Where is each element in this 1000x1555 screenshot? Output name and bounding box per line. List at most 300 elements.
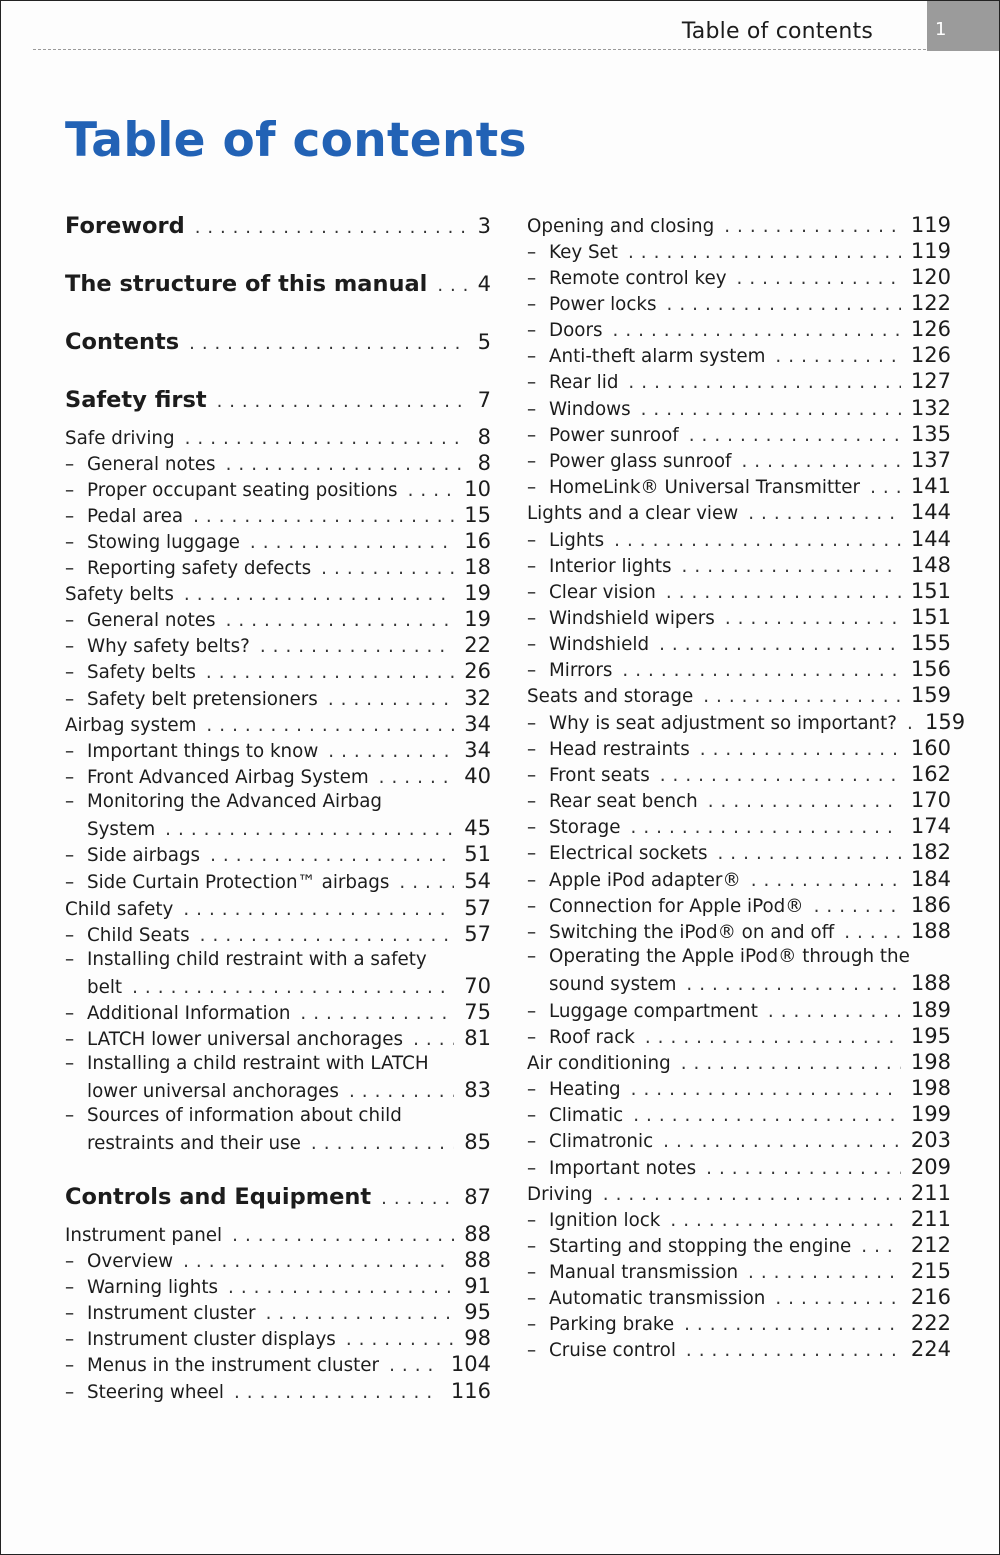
toc-page-number: 224 [910, 1337, 951, 1361]
toc-subsection-entry[interactable] [65, 763, 491, 791]
toc-page-number: 212 [910, 1233, 951, 1257]
toc-dot-leader [681, 1051, 901, 1077]
toc-entry-title: Ignition lock [549, 1210, 661, 1231]
toc-page-number: 116 [450, 1379, 491, 1403]
toc-page-number: 32 [464, 686, 491, 710]
toc-dot-leader [768, 999, 901, 1025]
toc-dash: – [65, 1053, 75, 1074]
toc-page-number: 215 [910, 1259, 951, 1283]
toc-subsection-entry[interactable] [527, 735, 951, 763]
toc-page-number: 104 [450, 1352, 491, 1376]
toc-subsection-entry[interactable] [527, 1310, 951, 1338]
toc-subsection-entry[interactable] [527, 1336, 951, 1364]
toc-subsection-entry[interactable] [65, 868, 491, 896]
toc-subsection-entry[interactable] [65, 606, 491, 634]
toc-subsection-entry[interactable] [65, 1299, 491, 1327]
toc-page-number: 122 [910, 291, 951, 315]
toc-page-number: 151 [910, 605, 951, 629]
toc-subsection-entry[interactable] [65, 737, 491, 765]
toc-dash: – [65, 532, 75, 553]
toc-dot-leader [389, 1353, 441, 1379]
toc-page-number: 127 [910, 369, 951, 393]
toc-dot-leader [741, 449, 900, 475]
toc-page-number: 135 [910, 422, 951, 446]
toc-dash: – [527, 294, 537, 315]
toc-dash: – [527, 713, 537, 734]
toc-entry-title: Operating the Apple iPod® through the – [549, 944, 951, 970]
toc-page-number: 151 [910, 579, 951, 603]
toc-entry-title: Windows [549, 399, 631, 420]
toc-subsection-entry[interactable] [65, 921, 491, 949]
toc-dash: – [527, 1158, 537, 1179]
toc-subsection-entry[interactable] [527, 1206, 951, 1234]
toc-page-number: 57 [464, 922, 491, 946]
toc-page-number: 87 [464, 1185, 491, 1209]
toc-entry-title: Opening and closing [527, 216, 715, 237]
toc-dash: – [65, 610, 75, 631]
toc-entry-title: Side airbags [87, 845, 201, 866]
toc-page-number: 7 [477, 388, 491, 412]
toc-dot-leader [349, 1079, 454, 1105]
toc-section-entry[interactable] [527, 1180, 951, 1208]
toc-dash: – [65, 636, 75, 657]
toc-entry-title: Child safety [65, 899, 174, 920]
toc-entry-title: Air conditioning [527, 1053, 671, 1074]
toc-subsection-entry[interactable] [527, 997, 951, 1025]
toc-dash: – [527, 634, 537, 655]
toc-subsection-entry[interactable] [65, 632, 491, 660]
toc-dash: – [527, 1288, 537, 1309]
toc-page-number: 162 [910, 762, 951, 786]
toc-subsection-entry[interactable] [527, 264, 951, 292]
toc-dot-leader [381, 1186, 454, 1212]
toc-page-number: 199 [910, 1102, 951, 1126]
toc-entry-title: Reporting safety defects [87, 558, 312, 579]
toc-page-number: 203 [910, 1128, 951, 1152]
toc-page-number: 91 [464, 1274, 491, 1298]
toc-page-number: 182 [910, 840, 951, 864]
toc-entry-title-continued: restraints and their use [87, 1133, 301, 1154]
toc-entry-title: General notes [87, 454, 216, 475]
toc-chapter-entry[interactable] [65, 213, 491, 241]
toc-dot-leader [206, 660, 454, 686]
toc-dash: – [527, 242, 537, 263]
toc-subsection-entry[interactable] [527, 368, 951, 396]
toc-dot-leader [748, 1260, 901, 1286]
toc-entry-title-continued: System [87, 819, 156, 840]
toc-subsection-entry[interactable] [527, 839, 951, 867]
toc-subsection-entry[interactable] [527, 1154, 951, 1182]
toc-section-entry[interactable] [527, 212, 951, 240]
toc-subsection-entry[interactable] [65, 1247, 491, 1275]
toc-dot-leader [193, 504, 454, 530]
toc-entry-title: Menus in the instrument cluster [87, 1355, 380, 1376]
toc-subsection-entry[interactable] [65, 841, 491, 869]
toc-dash: – [65, 1251, 75, 1272]
toc-dash: – [527, 399, 537, 420]
toc-page-number: 34 [464, 738, 491, 762]
toc-subsection-entry[interactable] [65, 554, 491, 582]
toc-subsection-entry[interactable] [527, 604, 951, 632]
toc-dash: – [527, 425, 537, 446]
toc-chapter-entry[interactable] [65, 1184, 491, 1212]
toc-dash: – [527, 268, 537, 289]
toc-subsection-entry[interactable] [65, 1273, 491, 1301]
toc-subsection-entry[interactable] [65, 528, 491, 556]
toc-page-number: 188 [910, 971, 951, 995]
toc-entry-title: Starting and stopping the engine [549, 1236, 852, 1257]
toc-page-number: 15 [464, 503, 491, 527]
page-title: Table of contents [65, 113, 527, 168]
toc-page-number: 19 [464, 607, 491, 631]
toc-page-number: 95 [464, 1300, 491, 1324]
toc-entry-title: Luggage compartment [549, 1001, 758, 1022]
toc-page-number: 54 [464, 869, 491, 893]
toc-page-number: 10 [464, 477, 491, 501]
toc-dash: – [527, 582, 537, 603]
toc-dot-leader [748, 501, 901, 527]
toc-entry-title: Controls and Equipment [65, 1184, 372, 1210]
toc-dash: – [65, 662, 75, 683]
toc-dot-leader [413, 1027, 454, 1053]
toc-subsection-entry[interactable] [65, 1351, 491, 1379]
toc-entry-title: Power locks [549, 294, 657, 315]
toc-dash: – [527, 1001, 537, 1022]
toc-entry-title: Why safety belts? [87, 636, 250, 657]
toc-dash: – [527, 791, 537, 812]
toc-entry-title: Warning lights [87, 1277, 219, 1298]
toc-page-number: 184 [910, 867, 951, 891]
toc-subsection-entry[interactable] [65, 658, 491, 686]
toc-entry-title: Instrument cluster displays [87, 1329, 336, 1350]
toc-section-entry[interactable] [65, 580, 491, 608]
toc-dash: – [65, 558, 75, 579]
toc-subsection-entry[interactable] [65, 999, 491, 1027]
toc-page-number: 8 [477, 451, 491, 475]
toc-subsection-entry[interactable] [527, 1023, 951, 1051]
toc-dot-leader [682, 554, 901, 580]
toc-dot-leader [666, 580, 901, 606]
toc-dot-leader [684, 1312, 901, 1338]
toc-page-number: 188 [910, 919, 951, 943]
toc-page-number: 75 [464, 1000, 491, 1024]
toc-entry-title: Monitoring the Advanced Airbag – [87, 789, 491, 815]
toc-entry-title: Heating [549, 1079, 621, 1100]
toc-dash: – [65, 1355, 75, 1376]
toc-dot-leader [614, 528, 901, 554]
toc-subsection-entry[interactable] [65, 1325, 491, 1353]
toc-page-number: 174 [910, 814, 951, 838]
toc-dash: – [65, 767, 75, 788]
toc-dot-leader [132, 975, 454, 1001]
toc-subsection-entry[interactable] [527, 1127, 951, 1155]
toc-entry-title: Front Advanced Airbag System [87, 767, 369, 788]
toc-entry-title: The structure of this manual [65, 271, 428, 297]
toc-page-number: 70 [464, 974, 491, 998]
toc-subsection-entry[interactable] [527, 970, 951, 998]
toc-dot-leader [613, 318, 901, 344]
toc-dot-leader [328, 687, 454, 713]
toc-subsection-entry[interactable] [65, 815, 491, 843]
toc-dash: – [527, 372, 537, 393]
toc-subsection-entry[interactable] [527, 1284, 951, 1312]
toc-page-number: 88 [464, 1222, 491, 1246]
toc-section-entry[interactable] [65, 711, 491, 739]
toc-dot-leader [870, 475, 901, 501]
toc-subsection-entry[interactable] [65, 1025, 491, 1053]
toc-dot-leader [346, 1327, 454, 1353]
toc-subsection-entry[interactable] [527, 552, 951, 580]
toc-subsection-entry[interactable] [527, 630, 951, 658]
toc-entry-title: Why is seat adjustment so important? [549, 713, 897, 734]
toc-page-number: 85 [464, 1130, 491, 1154]
toc-entry-title: Safety first [65, 387, 207, 413]
toc-page-number: 126 [910, 343, 951, 367]
toc-subsection-entry[interactable] [527, 787, 951, 815]
toc-dot-leader [751, 868, 901, 894]
toc-dash: – [65, 1382, 75, 1403]
toc-dot-leader [250, 530, 454, 556]
toc-entry-title: Side Curtain Protection™ airbags [87, 872, 390, 893]
toc-entry-title: Head restraints [549, 739, 690, 760]
toc-subsection-entry[interactable] [527, 238, 951, 266]
toc-page-number: 159 [925, 710, 966, 734]
toc-page-number: 119 [910, 239, 951, 263]
toc-dot-leader [260, 634, 454, 660]
toc-dot-leader [645, 1025, 901, 1051]
toc-page-number: 141 [910, 474, 951, 498]
toc-dot-leader [183, 897, 454, 923]
toc-dash: – [527, 1236, 537, 1257]
toc-dash: – [527, 1210, 537, 1231]
toc-dash: – [527, 739, 537, 760]
toc-subsection-entry[interactable] [527, 1232, 951, 1260]
toc-page-number: 22 [464, 633, 491, 657]
toc-entry-title: Safety belts [65, 584, 174, 605]
toc-entry-title: Pedal area [87, 506, 184, 527]
toc-page-number: 57 [464, 896, 491, 920]
toc-dot-leader [663, 1129, 901, 1155]
toc-page-number: 156 [910, 657, 951, 681]
toc-dash: – [65, 1303, 75, 1324]
toc-dash: – [65, 925, 75, 946]
toc-section-entry[interactable] [527, 1049, 951, 1077]
toc-dot-leader [686, 972, 901, 998]
toc-page-number: 120 [910, 265, 951, 289]
toc-page-number: 81 [464, 1026, 491, 1050]
toc-dash: – [527, 765, 537, 786]
toc-dot-leader [189, 331, 467, 357]
toc-dot-leader [399, 870, 454, 896]
toc-dot-leader [206, 713, 454, 739]
toc-dot-leader [814, 894, 901, 920]
toc-dot-leader [689, 423, 901, 449]
toc-section-entry[interactable] [65, 1221, 491, 1249]
toc-dot-leader [232, 1223, 454, 1249]
toc-dot-leader [300, 1001, 454, 1027]
toc-subsection-entry[interactable] [527, 473, 951, 501]
toc-entry-title: Stowing luggage [87, 532, 240, 553]
toc-entry-title: Power glass sunroof [549, 451, 732, 472]
toc-section-entry[interactable] [527, 682, 951, 710]
toc-dash: – [527, 843, 537, 864]
toc-dot-leader [185, 426, 468, 452]
toc-subsection-entry[interactable] [527, 656, 951, 684]
toc-subsection-entry[interactable] [65, 502, 491, 530]
toc-subsection-entry[interactable] [527, 709, 966, 737]
toc-entry-title: Manual transmission [549, 1262, 739, 1283]
toc-dash: – [65, 872, 75, 893]
toc-page-number: 8 [477, 425, 491, 449]
toc-entry-title-continued: sound system [549, 974, 677, 995]
toc-entry-title: Installing a child restraint with LATCH – [87, 1051, 491, 1077]
toc-page-number: 26 [464, 659, 491, 683]
toc-dot-leader [628, 240, 901, 266]
toc-section-entry[interactable] [527, 499, 951, 527]
toc-dash: – [65, 791, 75, 812]
toc-page-number: 45 [464, 816, 491, 840]
toc-dot-leader [226, 452, 468, 478]
toc-entry-title: Climatic [549, 1105, 624, 1126]
toc-dot-leader [200, 923, 455, 949]
toc-subsection-entry[interactable] [527, 290, 951, 318]
toc-entry-title: Interior lights [549, 556, 672, 577]
toc-page-number: 5 [477, 330, 491, 354]
toc-subsection-entry[interactable] [527, 342, 951, 370]
toc-dot-leader [660, 763, 901, 789]
toc-dot-leader [670, 1208, 901, 1234]
toc-dash: – [527, 922, 537, 943]
toc-entry-title: Front seats [549, 765, 650, 786]
toc-dash: – [527, 608, 537, 629]
toc-page-number: 88 [464, 1248, 491, 1272]
toc-entry-title-continued: belt [87, 977, 123, 998]
toc-entry-title: Windshield wipers [549, 608, 715, 629]
toc-subsection-entry[interactable] [527, 1075, 951, 1103]
toc-page-number: 198 [910, 1050, 951, 1074]
toc-entry-title: Proper occupant seating positions [87, 480, 398, 501]
toc-subsection-entry[interactable] [527, 578, 951, 606]
toc-entry-title: Lights [549, 530, 605, 551]
toc-dot-leader [708, 789, 901, 815]
toc-subsection-entry[interactable] [65, 476, 491, 504]
toc-dash: – [65, 480, 75, 501]
toc-chapter-entry[interactable] [65, 387, 491, 415]
toc-subsection-entry[interactable] [65, 1077, 491, 1105]
toc-entry-title: Safety belt pretensioners [87, 689, 318, 710]
toc-subsection-entry[interactable] [527, 866, 951, 894]
toc-dash: – [527, 320, 537, 341]
toc-dot-leader [183, 1249, 454, 1275]
toc-entry-title: Driving [527, 1184, 593, 1205]
toc-subsection-entry[interactable] [527, 761, 951, 789]
toc-page-number: 144 [910, 500, 951, 524]
toc-dash: – [527, 870, 537, 891]
toc-subsection-entry[interactable] [65, 685, 491, 713]
toc-dot-leader [775, 1286, 901, 1312]
toc-subsection-entry[interactable] [527, 813, 951, 841]
toc-entry-title: Key Set [549, 242, 618, 263]
toc-section-entry[interactable] [65, 895, 491, 923]
toc-dash: – [527, 1262, 537, 1283]
toc-entry-title: Contents [65, 329, 180, 355]
toc-dot-leader [641, 397, 901, 423]
page-number: 1 [935, 19, 947, 40]
toc-subsection-entry[interactable] [527, 1258, 951, 1286]
toc-entry-title: Instrument cluster [87, 1303, 256, 1324]
toc-dash: – [527, 477, 537, 498]
toc-entry-title: Steering wheel [87, 1382, 224, 1403]
toc-entry-title: Installing child restraint with a safety – [87, 947, 491, 973]
toc-dot-leader [228, 1275, 454, 1301]
toc-subsection-entry[interactable] [527, 316, 951, 344]
toc-entry-title: Safety belts [87, 662, 196, 683]
toc-dot-leader [907, 711, 915, 737]
toc-page-number: 209 [910, 1155, 951, 1179]
toc-dot-leader [408, 478, 455, 504]
toc-subsection-entry[interactable] [65, 1129, 491, 1157]
toc-subsection-entry[interactable] [527, 1101, 951, 1129]
toc-dot-leader [226, 608, 455, 634]
toc-entry-title-continued: lower universal anchorages [87, 1081, 339, 1102]
toc-page-number: 155 [910, 631, 951, 655]
toc-dot-leader [603, 1182, 901, 1208]
toc-section-entry[interactable] [65, 424, 491, 452]
toc-dash: – [527, 817, 537, 838]
toc-entry-title: Automatic transmission [549, 1288, 766, 1309]
toc-entry-title: HomeLink® Universal Transmitter [549, 477, 861, 498]
toc-entry-title: Important things to know [87, 741, 319, 762]
toc-entry-title: Cruise control [549, 1340, 676, 1361]
toc-page-number: 34 [464, 712, 491, 736]
toc-entry-title: Rear lid [549, 372, 619, 393]
toc-dash: – [527, 660, 537, 681]
toc-entry-title: Airbag system [65, 715, 197, 736]
toc-page-number: 189 [910, 998, 951, 1022]
running-header-title: Table of contents [681, 19, 873, 44]
toc-dot-leader [724, 214, 901, 240]
toc-subsection-entry[interactable] [527, 526, 951, 554]
toc-dot-leader [217, 389, 468, 415]
toc-subsection-entry[interactable] [527, 892, 951, 920]
toc-dot-leader [775, 344, 900, 370]
toc-dash: – [65, 1105, 75, 1126]
toc-subsection-entry[interactable] [527, 918, 951, 946]
toc-subsection-entry[interactable] [527, 395, 951, 423]
toc-dash: – [65, 845, 75, 866]
toc-dot-leader [659, 632, 901, 658]
toc-page-number: 195 [910, 1024, 951, 1048]
toc-page-number: 98 [464, 1326, 491, 1350]
toc-entry-title: Parking brake [549, 1314, 675, 1335]
toc-subsection-entry[interactable] [65, 450, 491, 478]
toc-subsection-entry[interactable] [527, 447, 951, 475]
toc-page-number: 19 [464, 581, 491, 605]
toc-dash: – [65, 741, 75, 762]
toc-chapter-entry[interactable] [65, 329, 491, 357]
toc-dot-leader [861, 1234, 901, 1260]
toc-chapter-entry[interactable] [65, 271, 491, 299]
toc-dash: – [65, 689, 75, 710]
toc-subsection-entry[interactable] [65, 1378, 491, 1406]
toc-dash: – [65, 1329, 75, 1350]
toc-subsection-entry[interactable] [65, 973, 491, 1001]
toc-dash: – [65, 1029, 75, 1050]
toc-dot-leader [703, 684, 901, 710]
toc-dot-leader [631, 1077, 901, 1103]
toc-entry-title: Switching the iPod® on and off [549, 922, 835, 943]
toc-subsection-entry[interactable] [527, 421, 951, 449]
